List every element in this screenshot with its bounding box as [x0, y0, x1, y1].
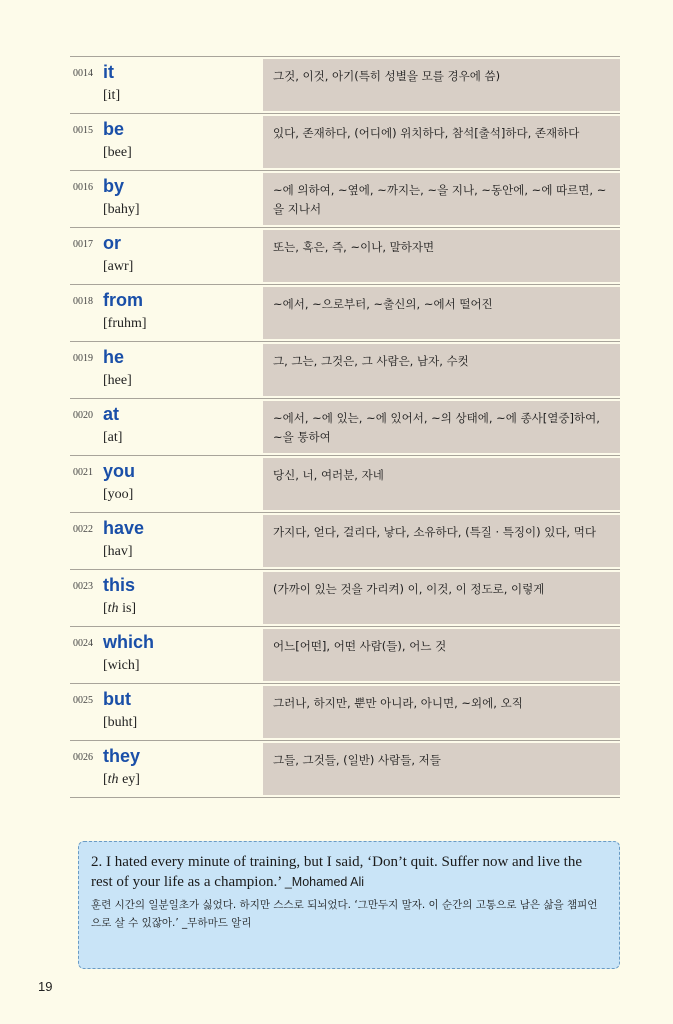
entry-number: 0014: [73, 68, 93, 79]
entry-number: 0026: [73, 752, 93, 763]
entry-number: 0016: [73, 182, 93, 193]
vocab-entry: [70, 740, 620, 798]
vocab-entry: [70, 341, 620, 398]
vocab-entry: [70, 455, 620, 512]
entry-meaning: (가까이 있는 것을 가리켜) 이, 이것, 이 정도로, 이렇게: [263, 572, 620, 624]
vocab-entry: [70, 626, 620, 683]
entry-word: but: [103, 689, 131, 709]
vocab-entry: [70, 512, 620, 569]
vocab-entry: [70, 56, 620, 113]
vocab-entry: [70, 683, 620, 740]
entry-pronunciation: [wich]: [103, 658, 140, 673]
entry-meaning: 어느[어떤], 어떤 사람(들), 어느 것: [263, 629, 620, 681]
entry-meaning: 또는, 혹은, 즉, ~이나, 말하자면: [263, 230, 620, 282]
entry-number: 0021: [73, 467, 93, 478]
entry-number: 0018: [73, 296, 93, 307]
entry-pronunciation: [bee]: [103, 145, 132, 160]
entry-word: this: [103, 575, 136, 595]
entry-word: have: [103, 518, 145, 538]
entry-pronunciation: [hee]: [103, 373, 132, 388]
entry-meaning: ~에 의하여, ~옆에, ~까지는, ~을 지나, ~동안에, ~에 따르면, ~을 지나서: [263, 173, 620, 225]
entry-pronunciation: [bahy]: [103, 202, 140, 217]
entry-meaning: 있다, 존재하다, (어디에) 위치하다, 참석[출석]하다, 존재하다: [263, 116, 620, 168]
vocab-entry: [70, 227, 620, 284]
entry-word: at: [103, 404, 120, 424]
entry-word: he: [103, 347, 125, 367]
entry-word: which: [103, 632, 155, 652]
entry-word: or: [103, 233, 121, 253]
entry-meaning: 당신, 너, 여러분, 자네: [263, 458, 620, 510]
entry-number: 0020: [73, 410, 93, 421]
entry-word: be: [103, 119, 125, 139]
entry-number: 0024: [73, 638, 93, 649]
entry-pronunciation: [at]: [103, 430, 123, 445]
entry-pronunciation: [awr]: [103, 259, 134, 274]
entry-pronunciation: [yoo]: [103, 487, 134, 502]
entry-number: 0025: [73, 695, 93, 706]
quote-author: _Mohamed Ali: [284, 875, 365, 889]
entry-word: you: [103, 461, 136, 481]
quote-korean: 훈련 시간의 일분일초가 싫었다. 하지만 스스로 되뇌었다. ‘그만두지 말자. 이 순간의 고통으로 남은 삶을 챔피언으로 살 수 있잖아.’ _무하마드 알리: [91, 899, 598, 929]
entry-meaning: 그러나, 하지만, 뿐만 아니라, 아니면, ~외에, 오직: [263, 686, 620, 738]
entry-meaning: 그들, 그것들, (일반) 사람들, 저들: [263, 743, 620, 795]
entry-word: by: [103, 176, 125, 196]
quote-english: 2. I hated every minute of training, but I said, ‘Don’t quit. Suffer now and live the rest of your life as a champion.’ _Mohamed Ali: [91, 854, 583, 890]
entry-pronunciation: [fruhm]: [103, 316, 147, 331]
entry-word: from: [103, 290, 143, 310]
vocab-entry: [70, 569, 620, 626]
quote-box: [78, 841, 620, 969]
entry-pronunciation: [buht]: [103, 715, 138, 730]
entry-number: 0019: [73, 353, 93, 364]
vocab-entry: [70, 113, 620, 170]
page-number: 19: [38, 979, 53, 994]
vocab-entry: [70, 398, 620, 455]
entry-word: they: [103, 746, 141, 766]
entry-meaning: 그, 그는, 그것은, 그 사람은, 남자, 수컷: [263, 344, 620, 396]
entry-meaning: 가지다, 얻다, 걸리다, 낳다, 소유하다, (특질 · 특징이) 있다, 먹다: [263, 515, 620, 567]
entry-pronunciation: [th ey]: [103, 772, 140, 787]
entry-number: 0022: [73, 524, 93, 535]
entry-meaning: ~에서, ~에 있는, ~에 있어서, ~의 상태에, ~에 종사[열중]하여, ~을 통하여: [263, 401, 620, 453]
vocab-entry: [70, 284, 620, 341]
vocab-entry: [70, 170, 620, 227]
entry-word: it: [103, 62, 114, 82]
entry-number: 0015: [73, 125, 93, 136]
entry-number: 0023: [73, 581, 93, 592]
entry-pronunciation: [hav]: [103, 544, 133, 559]
entry-pronunciation: [it]: [103, 88, 121, 103]
entry-meaning: 그것, 이것, 아기(특히 성별을 모를 경우에 씀): [263, 59, 620, 111]
vocabulary-list: [70, 56, 620, 798]
entry-meaning: ~에서, ~으로부터, ~출신의, ~에서 떨어진: [263, 287, 620, 339]
entry-pronunciation: [th is]: [103, 601, 137, 616]
entry-number: 0017: [73, 239, 93, 250]
